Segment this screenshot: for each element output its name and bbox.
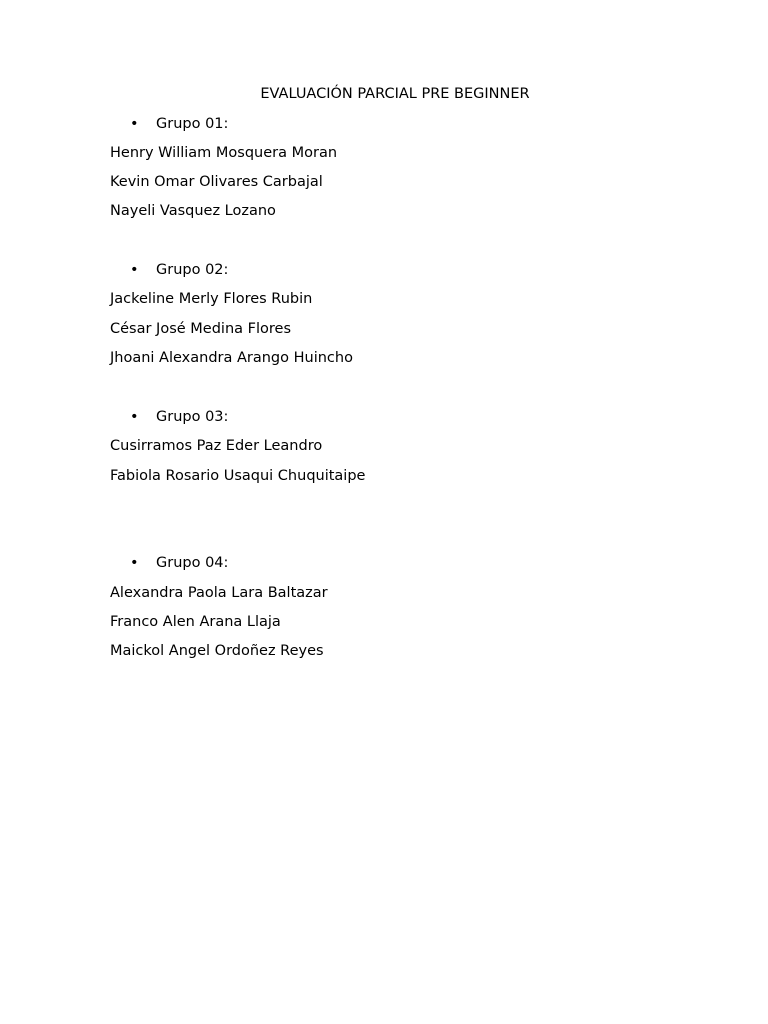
group-heading <box>130 408 228 426</box>
member-name: Kevin Omar Olivares Carbajal <box>110 174 323 190</box>
document-title: EVALUACIÓN PARCIAL PRE BEGINNER <box>260 86 530 102</box>
group-label: Grupo 03: <box>156 409 229 425</box>
member-name: Nayeli Vasquez Lozano <box>110 203 276 219</box>
member-name: Maickol Angel Ordoñez Reyes <box>110 643 324 659</box>
group-heading <box>130 261 228 279</box>
bullet-icon: • <box>130 409 139 425</box>
group-heading <box>130 554 228 572</box>
member-name: Jackeline Merly Flores Rubin <box>110 291 313 307</box>
member-name: César José Medina Flores <box>110 321 291 337</box>
bullet-icon: • <box>130 555 139 571</box>
member-name: Fabiola Rosario Usaqui Chuquitaipe <box>110 468 366 484</box>
member-name: Henry William Mosquera Moran <box>110 145 338 161</box>
group-label: Grupo 04: <box>156 555 229 571</box>
bullet-icon: • <box>130 262 139 278</box>
group-heading <box>130 115 228 133</box>
group-label: Grupo 01: <box>156 116 229 132</box>
member-name: Jhoani Alexandra Arango Huincho <box>110 350 353 366</box>
group-label: Grupo 02: <box>156 262 229 278</box>
member-name: Franco Alen Arana Llaja <box>110 614 281 630</box>
bullet-icon: • <box>130 116 139 132</box>
member-name: Alexandra Paola Lara Baltazar <box>110 585 328 601</box>
member-name: Cusirramos Paz Eder Leandro <box>110 438 323 454</box>
